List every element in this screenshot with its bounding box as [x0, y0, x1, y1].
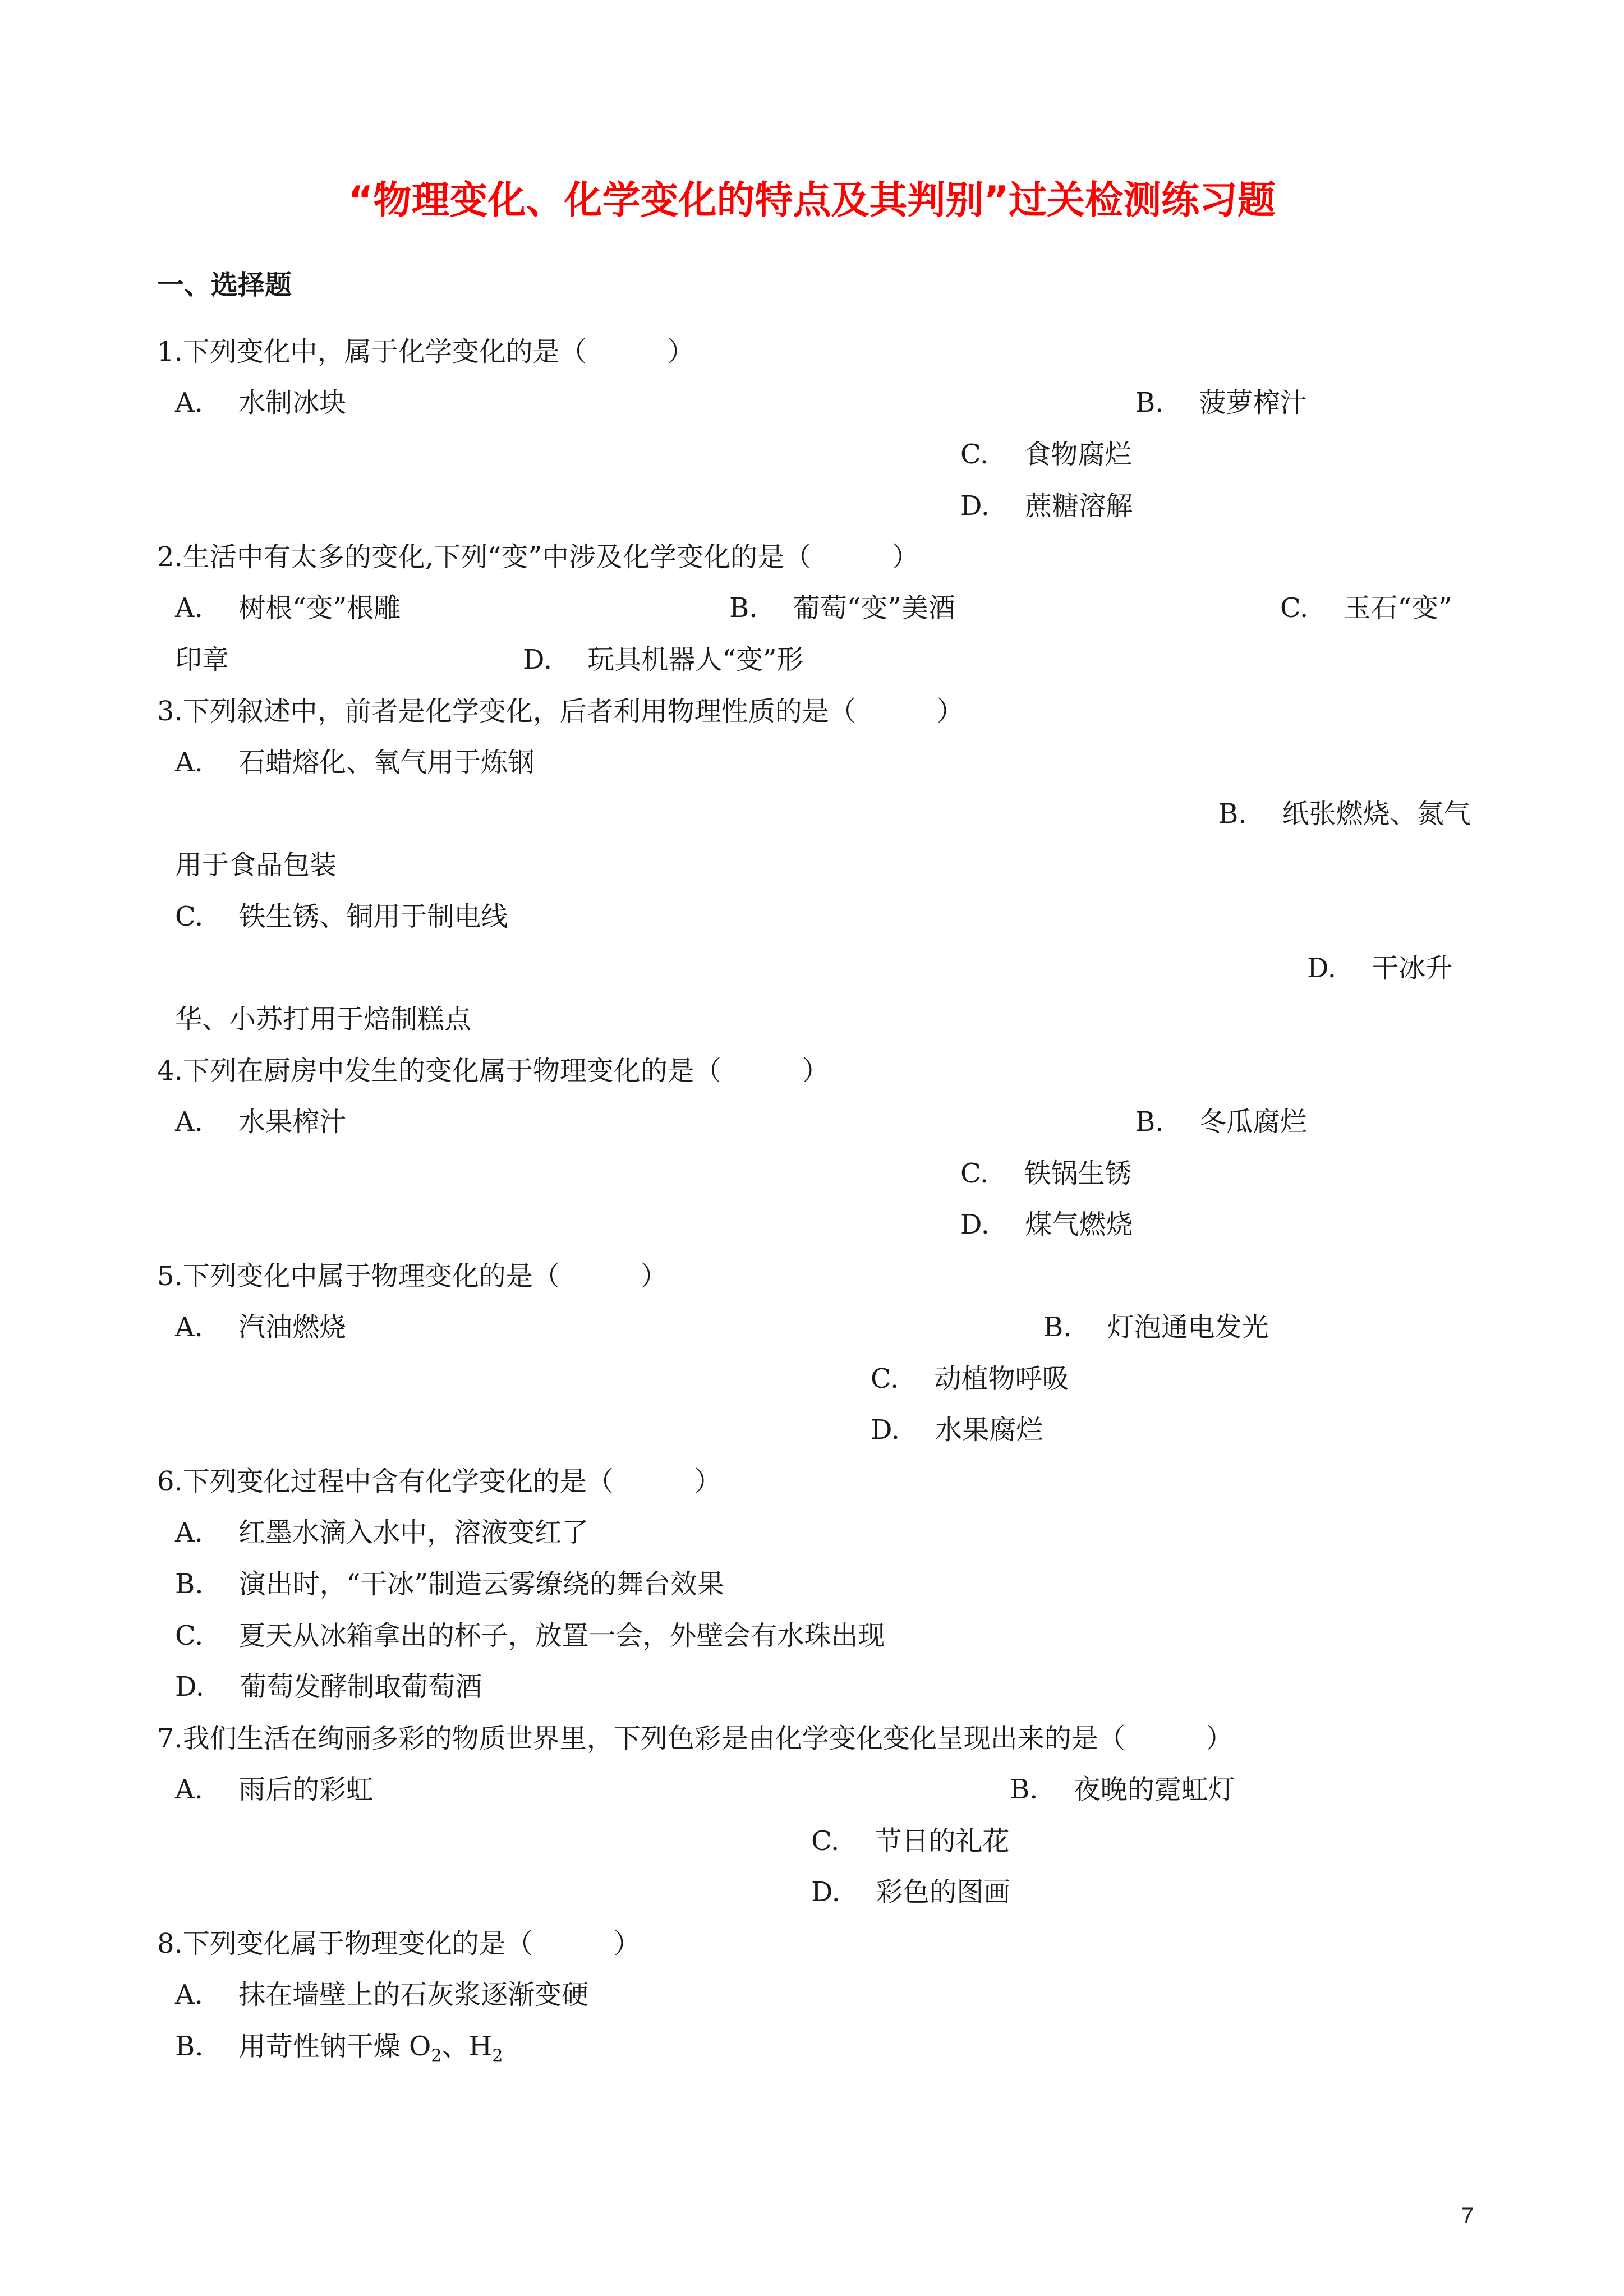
question-2-option-a: A. 树根“变”根雕 [175, 592, 401, 624]
question-3-option-d-cont: 华、小苏打用于焙制糕点 [175, 1004, 472, 1035]
question-7-option-d: D. 彩色的图画 [811, 1876, 1011, 1908]
question-2-stem: 2.生活中有太多的变化,下列“变”中涉及化学变化的是（ ） [157, 541, 919, 573]
question-5-option-b: B. 灯泡通电发光 [1043, 1312, 1269, 1343]
section-heading: 一、选择题 [157, 269, 292, 301]
question-4-option-b: B. 冬瓜腐烂 [1135, 1106, 1307, 1138]
o2-subscript: 2 [431, 2046, 442, 2066]
question-5-option-d: D. 水果腐烂 [871, 1414, 1043, 1446]
page-number: 7 [1461, 2203, 1474, 2228]
question-6-option-b: B. 演出时，“干冰”制造云雾缭绕的舞台效果 [175, 1568, 724, 1600]
question-1-stem: 1.下列变化中，属于化学变化的是（ ） [157, 336, 694, 367]
question-8-option-b-text: B. 用苛性钠干燥 O [175, 2031, 431, 2062]
question-8-option-b-separator: 、H [441, 2031, 493, 2062]
question-5-option-a: A. 汽油燃烧 [175, 1312, 347, 1343]
question-1-option-d: D. 蔗糖溶解 [960, 490, 1133, 522]
question-4-stem: 4.下列在厨房中发生的变化属于物理变化的是（ ） [157, 1055, 829, 1087]
question-6-option-c: C. 夏天从冰箱拿出的杯子，放置一会，外壁会有水珠出现 [175, 1620, 885, 1651]
question-8-stem: 8.下列变化属于物理变化的是（ ） [157, 1928, 641, 1959]
question-6-option-d: D. 葡萄发酵制取葡萄酒 [175, 1671, 482, 1703]
question-6-stem: 6.下列变化过程中含有化学变化的是（ ） [157, 1466, 721, 1497]
question-4-option-d: D. 煤气燃烧 [960, 1209, 1133, 1240]
page-title: “物理变化、化学变化的特点及其判别”过关检测练习题 [348, 178, 1276, 223]
question-8-option-a: A. 抹在墙壁上的石灰浆逐渐变硬 [175, 1979, 589, 2010]
question-7-option-b: B. 夜晚的霓虹灯 [1010, 1774, 1235, 1805]
question-3-option-d: D. 干冰升 [1307, 953, 1453, 984]
question-7-stem: 7.我们生活在绚丽多彩的物质世界里，下列色彩是由化学变化变化呈现出来的是（ ） [157, 1723, 1233, 1754]
question-7-option-a: A. 雨后的彩虹 [175, 1774, 374, 1805]
question-7-option-c: C. 节日的礼花 [811, 1825, 1010, 1857]
question-1-option-a: A. 水制冰块 [175, 387, 347, 418]
question-2-option-c-cont: 印章 [175, 644, 229, 675]
question-5-option-c: C. 动植物呼吸 [871, 1363, 1069, 1395]
question-3-option-c: C. 铁生锈、铜用于制电线 [175, 901, 508, 932]
question-1-option-b: B. 菠萝榨汁 [1135, 387, 1307, 418]
question-6-option-a: A. 红墨水滴入水中，溶液变红了 [175, 1517, 589, 1548]
question-8-option-b [175, 2030, 503, 2073]
question-4-option-c: C. 铁锅生锈 [960, 1158, 1132, 1189]
question-1-option-c: C. 食物腐烂 [960, 439, 1132, 470]
question-3-option-b: B. 纸张燃烧、氮气 [1218, 798, 1471, 830]
question-3-option-b-cont: 用于食品包装 [175, 849, 337, 881]
question-2-option-c: C. 玉石“变” [1280, 592, 1452, 624]
question-2-option-b: B. 葡萄“变”美酒 [729, 592, 955, 624]
question-5-stem: 5.下列变化中属于物理变化的是（ ） [157, 1260, 668, 1292]
h2-subscript: 2 [492, 2046, 503, 2066]
question-2-option-d: D. 玩具机器人“变”形 [523, 644, 804, 675]
question-3-option-a: A. 石蜡熔化、氧气用于炼钢 [175, 747, 535, 778]
question-3-stem: 3.下列叙述中，前者是化学变化，后者利用物理性质的是（ ） [157, 696, 964, 727]
question-4-option-a: A. 水果榨汁 [175, 1106, 347, 1138]
